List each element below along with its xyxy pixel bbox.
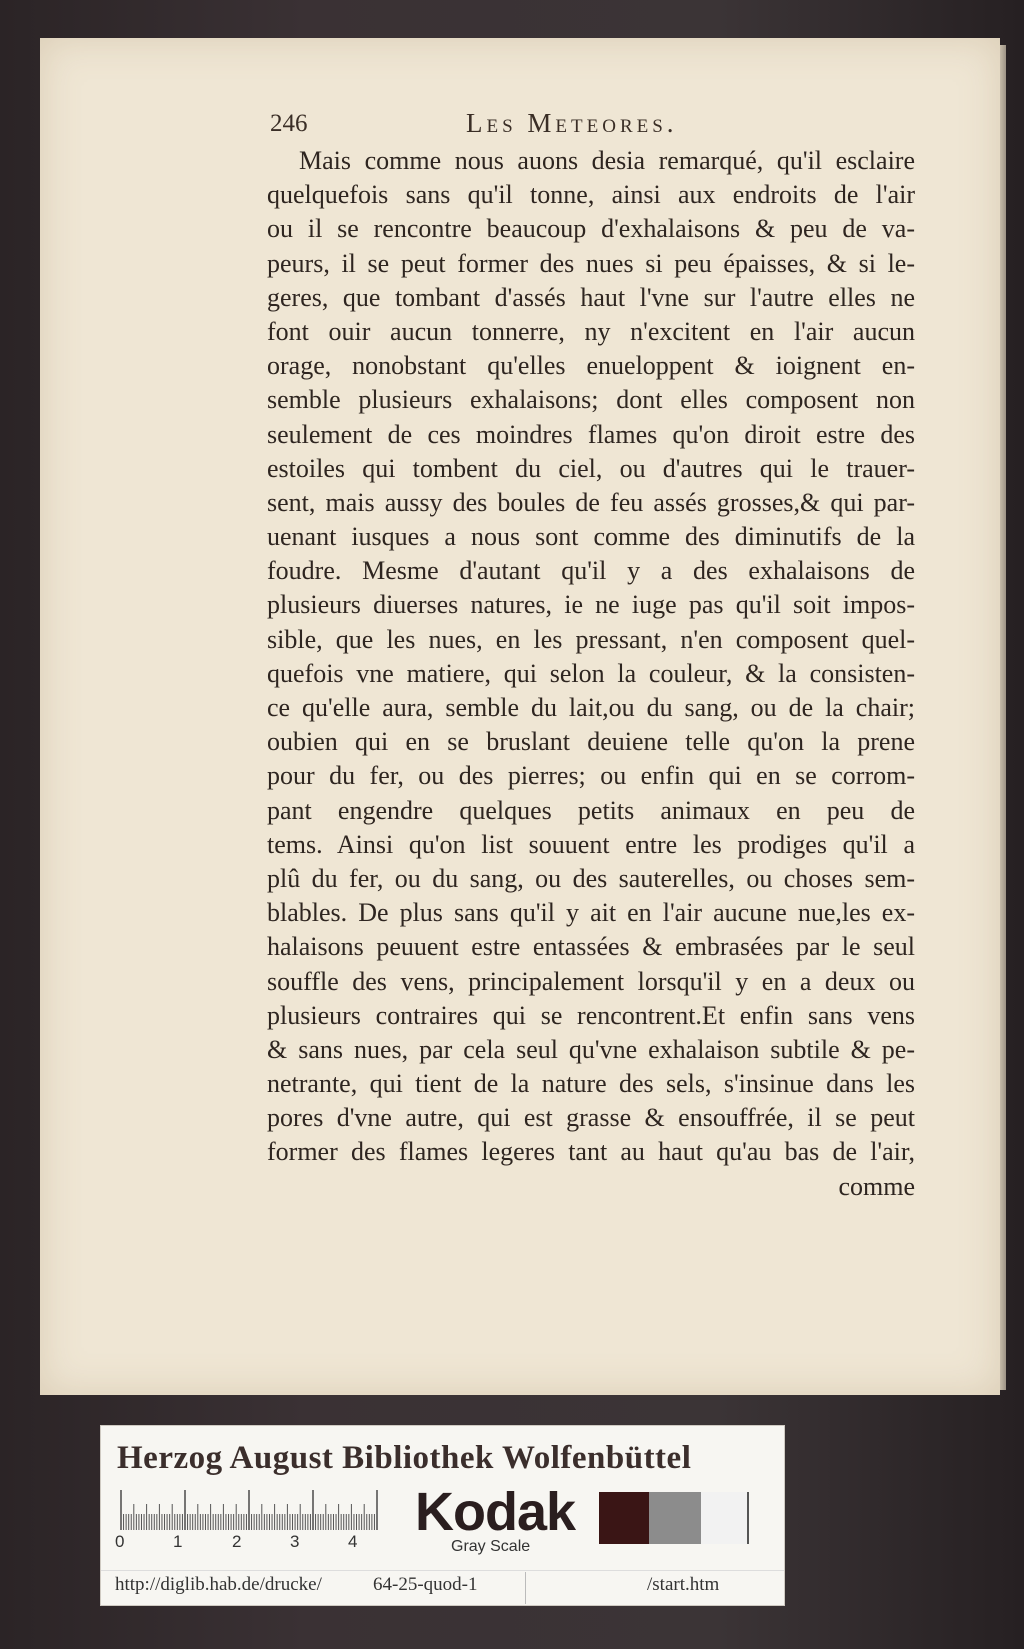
text-line: & sans nues, par cela seul qu'vne exhalaison subtile & pe- [267, 1034, 915, 1064]
ruler-label: 1 [173, 1532, 183, 1551]
text-line: font ouir aucun tonnerre, ny n'excitent en l'air aucun [267, 316, 915, 346]
ruler-label: 0 [115, 1532, 125, 1551]
text-line: Mais comme nous auons desia remarqué, qu'il esclaire [299, 146, 915, 175]
kodak-logo: Kodak [415, 1482, 576, 1542]
dark-swatch [599, 1492, 649, 1544]
catchword: comme [838, 1171, 915, 1201]
text-line: orage, nonobstant qu'elles enueloppent & ioignent en- [267, 351, 915, 381]
text-line: geres, que tombant d'assés haut l'vne sur l'autre elles ne [267, 282, 915, 312]
text-line: seulement de ces moindres flames qu'on diroit estre des [267, 419, 915, 449]
text-line: ce qu'elle aura, semble du lait,ou du sang, ou de la chair; [267, 693, 915, 722]
text-line: sible, que les nues, en les pressant, n'en composent quel- [267, 624, 915, 654]
running-title: Les Meteores. [466, 108, 678, 138]
text-line: estoiles qui tombent du ciel, ou d'autres qui le trauer- [267, 453, 915, 483]
gray-swatch [649, 1492, 701, 1544]
card-divider [101, 1570, 784, 1571]
ruler-label: 2 [232, 1532, 242, 1551]
text-line: netrante, qui tient de la nature des sels, s'insinue dans les [267, 1069, 915, 1099]
text-line: peurs, il se peut former des nues si peu épaisses, & si le- [267, 248, 915, 278]
text-line: plusieurs contraires qui se rencontrent.Et enfin sans vens [267, 1000, 915, 1030]
text-line: blables. De plus sans qu'il y ait en l'air aucune nue,les ex- [267, 898, 915, 928]
source-url-id: 64-25-quod-1 [373, 1574, 478, 1595]
page-number: 246 [270, 110, 308, 137]
text-line: former des flames legeres tant au haut qu'au bas de l'air, [267, 1137, 915, 1167]
text-line: souffle des vens, principalement lorsqu'il y en a deux ou [267, 966, 915, 996]
source-url-page: /start.htm [647, 1574, 720, 1595]
ruler-label: 3 [290, 1532, 300, 1551]
scale-ruler [119, 1488, 379, 1530]
text-line: quelquefois sans qu'il tonne, ainsi aux endroits de l'air [267, 180, 915, 210]
text-line: sent, mais aussy des boules de feu assés grosses,& qui par- [267, 487, 915, 517]
text-line: pour du fer, ou des pierres; ou enfin qui en se corrom- [267, 761, 915, 791]
text-line: foudre. Mesme d'autant qu'il y a des exhalaisons de [267, 556, 915, 586]
ruler-label: 4 [348, 1532, 358, 1551]
text-line: semble plusieurs exhalaisons; dont elles composent non [267, 385, 915, 415]
color-target-card [100, 1425, 785, 1606]
white-swatch [701, 1492, 749, 1544]
page-header [270, 108, 910, 142]
text-line: halaisons peuuent estre entassées & embrasées par le seul [267, 932, 915, 962]
text-line: plusieurs diuerses natures, ie ne iuge pas qu'il soit impos- [267, 590, 915, 620]
source-url-base: http://diglib.hab.de/drucke/ [115, 1574, 322, 1595]
text-line: plû du fer, ou du sang, ou des sauterelles, ou choses sem- [267, 863, 915, 893]
text-line: pores d'vne autre, qui est grasse & ensouffrée, il se peut [267, 1103, 915, 1133]
text-line: oubien qui en se bruslant deuiene telle qu'on la prene [267, 727, 915, 757]
library-name: Herzog August Bibliothek Wolfenbüttel [117, 1440, 692, 1476]
url-separator [525, 1572, 526, 1604]
gray-scale-label: Gray Scale [451, 1538, 531, 1555]
text-line: pant engendre quelques petits animaux en peu de [267, 795, 915, 825]
text-line: tems. Ainsi qu'on list souuent entre les prodiges qu'il a [267, 829, 915, 859]
text-line: uenant iusques a nous sont comme des diminutifs de la [267, 522, 915, 552]
text-line: quefois vne matiere, qui selon la couleur, & la consisten- [267, 658, 915, 688]
body-text [267, 144, 915, 1204]
text-line: ou il se rencontre beaucoup d'exhalaisons & peu de va- [267, 214, 915, 244]
